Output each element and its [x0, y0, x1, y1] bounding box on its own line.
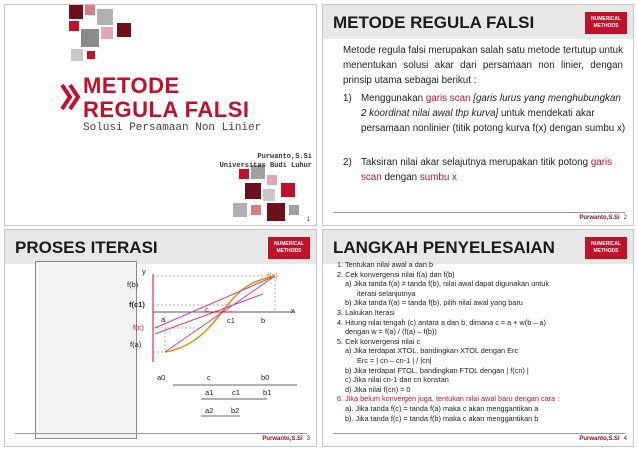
step-line: 5. Cek konvergensi nilai c [337, 336, 421, 346]
author-university: Universitas Budi Luhur [219, 162, 312, 170]
decor-square [69, 5, 83, 19]
slide-3-proses-iterasi [4, 229, 317, 447]
chevron-right-icon [59, 82, 81, 112]
step-line: 4. Hitung nilai tengah (c) antara a dan b, dimana c = a + w(b – a) [337, 317, 546, 327]
footer-author: Purwanto,S.Si [579, 215, 620, 221]
b2-label: b2 [231, 406, 240, 415]
decor-square [245, 183, 261, 199]
step-line: a) Jika terdapat XTOL, bandingkan XTOL dengan Erc [345, 346, 519, 356]
step-line: c) Jika nilai cn-1 dan cn konstan [345, 375, 449, 385]
item-text: Menggunakan [361, 93, 424, 104]
b0-label: b0 [261, 373, 270, 382]
step-line: 3. Lakukan Iterasi [337, 307, 395, 317]
slide-title: LANGKAH PENYELESAIAN [333, 238, 555, 257]
step-line: iterasi selanjutnya [357, 288, 416, 298]
badge-line-1: NUMERICAL [591, 16, 621, 22]
badge-line-2: METHODS [593, 248, 619, 254]
step-line: Erc = | cn – cn-1 | / |cn| [357, 355, 432, 365]
step-line: b) Jika tanda f(a) = tanda f(b), pilih nilai awal yang baru [345, 298, 523, 308]
secant-line [165, 276, 275, 352]
c1-row-label: c1 [232, 388, 240, 397]
fa-label: f(a) [130, 340, 142, 349]
footer [579, 215, 627, 221]
decor-square [101, 27, 113, 39]
list-item [343, 155, 628, 185]
steps-list [337, 260, 629, 423]
a0-label: a0 [157, 373, 166, 382]
item-number: 1) [343, 93, 352, 104]
x-label: x [291, 306, 295, 315]
step-line: dengan w = f(a) / (f(a) – f(b)) [345, 327, 437, 337]
highlight-text: sumbu x [419, 172, 457, 183]
decor-square [263, 189, 275, 201]
decor-square [85, 5, 95, 15]
italic-text: [garis lurus yang menghubungkan 2 koordinat nilai awal thp kurva] [361, 93, 621, 119]
footer-divider [333, 433, 625, 434]
page-number: 1 [306, 217, 310, 223]
decor-square [117, 23, 131, 37]
footer-divider [15, 433, 307, 434]
slide-title: PROSES ITERASI [15, 238, 158, 257]
decor-square [87, 51, 95, 59]
step-line: d) Jika nilai f(cn) = 0 [345, 384, 411, 394]
decor-square [81, 29, 99, 47]
footer-divider [333, 212, 625, 213]
decor-square [69, 21, 79, 31]
badge-line-2: METHODS [276, 248, 302, 254]
a2-label: a2 [205, 406, 214, 415]
b1-label: b1 [263, 388, 272, 397]
step-line: 1. Tentukan nilai awal a dan b [337, 260, 434, 269]
decor-square [233, 203, 247, 217]
slide-2-metode [322, 4, 634, 226]
step-line: 2. Cek konvergensi nilai f(a) dan f(b) [337, 269, 455, 279]
step-line: 6. Jika belum konvergen juga, tentukan nilai awal baru dengan cara : [337, 394, 560, 404]
item-text: Taksiran nilai akar selajutnya merupakan titik potong [361, 157, 589, 168]
highlight-text: garis scan [361, 157, 613, 183]
fx-label: f(x) [267, 271, 278, 280]
page-number: 4 [623, 436, 627, 442]
slide-1-title [4, 4, 317, 226]
item-text: dengan [384, 172, 418, 183]
step-line: b) Jika terdapat FTOL, bandingkan FTOL dengan | f(cn) | [345, 365, 529, 375]
item-number: 2) [343, 157, 352, 168]
fc-label: f(c) [133, 323, 144, 332]
decor-square [289, 205, 299, 215]
list-item [343, 91, 628, 136]
c-label: c [205, 305, 209, 314]
footer [262, 436, 310, 442]
numerical-methods-badge [585, 12, 627, 34]
fc1-label: f(c1) [129, 300, 145, 309]
item-text: untuk mendekati akar persamaan nonlinier (titik potong kurva f(x) dengan sumbu x) [361, 108, 626, 134]
y-label: y [142, 267, 146, 276]
step-line: a). Jika tanda f(c) = tanda f(a) maka c akan menggantikan a [345, 403, 539, 413]
badge-line-2: METHODS [593, 23, 619, 29]
c-row-label: c [207, 373, 211, 382]
step-line: b). Jika tanda f(c) = tanda f(b) maka c akan menggantikan b [345, 413, 539, 423]
subtitle: Solusi Persamaan Non Linier [83, 122, 262, 134]
slide-4-langkah [322, 229, 634, 447]
decor-square [239, 169, 249, 179]
decor-square [267, 203, 285, 221]
decor-square [267, 175, 277, 185]
a1-label: a1 [205, 388, 214, 397]
intro-paragraph: Metode regula falsi merupakan salah satu metode tertutup untuk menentukan solusi akar dari persamaan non linier, dengan prinsip utama sebagai berikut : [343, 45, 623, 86]
footer [579, 436, 627, 442]
footer-author: Purwanto,S.Si [579, 436, 620, 442]
page-number: 2 [623, 215, 627, 221]
b-label: b [261, 316, 266, 325]
a-label: a [161, 315, 166, 324]
decor-square [97, 9, 113, 25]
iteration-graph [5, 230, 317, 447]
numerical-methods-badge [585, 237, 627, 259]
highlight-text: garis scan [425, 93, 471, 104]
title-line-1: METODE [83, 73, 180, 98]
slide-title: METODE REGULA FALSI [333, 13, 535, 32]
footer-author: Purwanto,S.Si [262, 436, 303, 442]
badge-line-1: NUMERICAL [274, 241, 304, 247]
badge-line-1: NUMERICAL [591, 241, 621, 247]
fb-label: f(b) [127, 280, 139, 289]
title-line-2: REGULA FALSI [83, 97, 250, 122]
author-name: Purwanto,S.Si [257, 153, 312, 161]
decor-square [251, 205, 261, 215]
decor-square [71, 49, 83, 61]
step-line: a) Jika tanda f(a) ≠ tanda f(b), nilai awal dapat digunakan untuk [345, 279, 549, 289]
page-number: 3 [306, 436, 310, 442]
c1-label: c1 [227, 316, 235, 325]
decor-square [281, 183, 295, 197]
